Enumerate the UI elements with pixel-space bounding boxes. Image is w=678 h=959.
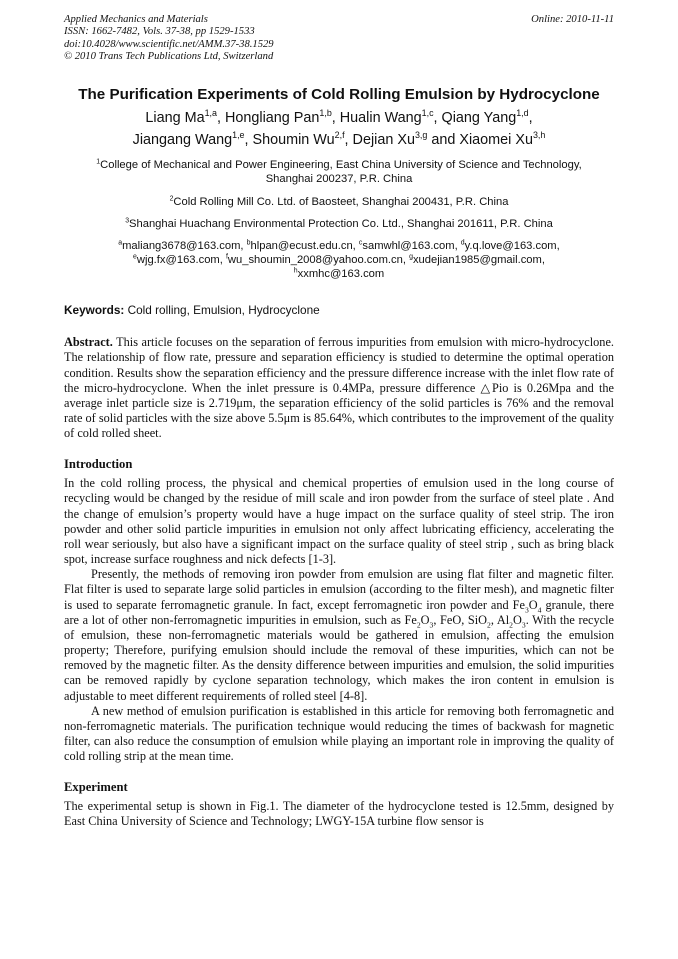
affiliation-3 (64, 217, 614, 231)
email-address: wjg.fx@163.com, (136, 254, 226, 267)
author-sup: 3,g (414, 129, 428, 140)
text-run: granule, there are a lot of other non-ferromagnetic impurities in emulsion, such as Fe (64, 597, 614, 627)
author-sep: , (433, 109, 442, 126)
text-run: . With the recycle of emulsion, these non-ferromagnetic materials would be gathered in emulsion, affecting the emulsion property; Therefore, purifying emulsion should include the removal of these impurities, which can not be removed by the magnetic filter. As the density difference between impurities and emulsion, the solid impurities can be removed rapidly by cyclone separation technology, which makes the iron content in emulsion is adjustable to meet different requirements of rolled steel [4-8]. (64, 612, 614, 703)
email-sup: f (225, 253, 228, 261)
email-sup: c (358, 239, 363, 247)
copyright-line: © 2010 Trans Tech Publications Ltd, Switzerland (64, 51, 274, 63)
author-name: Qiang Yang (441, 109, 517, 126)
email-line-1 (64, 240, 614, 254)
author-sup: 3,h (532, 129, 546, 140)
paper-title: The Purification Experiments of Cold Rolling Emulsion by Hydrocyclone (78, 85, 600, 103)
paper-page (64, 14, 614, 830)
author-name: Hongliang Pan (224, 109, 320, 126)
text-run: O (512, 612, 522, 627)
text-run: Presently, the methods of removing iron powder from emulsion are using flat filter and magnetic filter. Flat filter is used to separate large solid particles in emulsion (according to the filter mesh), and magnetic filter is used to separate ferromagnetic granule. In fact, except ferromagnetic iron powder and Fe (64, 567, 614, 612)
email-address: wu_shoumin_2008@yahoo.com.cn, (227, 254, 410, 267)
author-list (64, 107, 614, 151)
email-address: xudejian1985@gmail.com, (412, 254, 545, 267)
keywords-label: Keywords: (64, 303, 125, 318)
affiliation-1 (64, 158, 614, 186)
author-name: Jiangang Wang (132, 131, 233, 148)
author-sup: 1,c (421, 107, 434, 118)
subscript: 2 (509, 620, 513, 630)
affiliation-2 (64, 195, 614, 209)
subscript: 3 (429, 620, 434, 630)
text-run: , Al (490, 612, 510, 627)
paragraph: A new method of emulsion purification is established in this article for removing both ferromagnetic and non-ferromagnetic materials. The purification technique would reducing the times of backwash for magnetic filter, can also reduce the consumption of emulsion while playing an important role in improving the quality of cold rolling strip at the mean time. (64, 703, 614, 764)
subscript: 3 (521, 620, 526, 630)
email-address: hlpan@ecust.edu.cn, (250, 240, 359, 253)
keywords-text: Cold rolling, Emulsion, Hydrocyclone (124, 303, 320, 318)
author-name: Xiaomei Xu (459, 131, 533, 148)
email-line-3 (64, 268, 614, 282)
email-address: samwhl@163.com, (362, 240, 461, 253)
author-sep: , (331, 109, 340, 126)
author-name: Shoumin Wu (252, 131, 335, 148)
author-sup: 2,f (334, 129, 345, 140)
introduction-body (64, 476, 614, 764)
author-line-2 (64, 129, 614, 151)
email-address: y.q.love@163.com, (464, 240, 560, 253)
online-date: Online: 2010-11-11 (531, 14, 614, 25)
abstract (64, 335, 614, 441)
experiment-body (64, 799, 614, 829)
author-sep: and (427, 131, 460, 148)
doi-line: doi:10.4028/www.scientific.net/AMM.37-38.1529 (64, 38, 274, 50)
author-name: Dejian Xu (352, 131, 415, 148)
keywords (64, 303, 614, 317)
affiliation-text-line2: Shanghai 200237, P.R. China (265, 172, 413, 185)
email-sup: g (409, 253, 413, 261)
paragraph: In the cold rolling process, the physical and chemical properties of emulsion used in the long course of recycling would be changed by the residue of mill scale and iron powder from the surface of steel plate . And the change of emulsion’s property would have a huge impact on the surface quality of steel strip. The iron powder and other solid particle impurities in emulsion not only affect lubricating efficiency, accelerating the roll wear seriously, but also have a significant impact on the surface quality of steel strip , such as bring black spot, increase surface roughness and nick defects [1-3]. (64, 476, 614, 567)
affiliation-text: College of Mechanical and Power Engineering, East China University of Science and Technology, (100, 158, 582, 171)
text-run: , FeO, SiO (433, 612, 488, 627)
abstract-text: This article focuses on the separation of ferrous impurities from emulsion with micro-hydrocyclone. The relationship of flow rate, pressure and separation efficiency is studied to determine the optimal operation condition. Results show the separation efficiency and the pressure difference increase with the inlet flow rate of the micro-hydrocyclone. When the inlet pressure is 0.4MPa, pressure difference (64, 335, 614, 395)
affiliation-text: Shanghai Huachang Environmental Protection Co. Ltd., Shanghai 201611, P.R. China (129, 218, 553, 231)
section-heading-introduction: Introduction (64, 457, 133, 472)
email-line-2 (64, 254, 614, 268)
email-sup: e (133, 253, 137, 261)
author-sup: 1,b (319, 107, 332, 118)
paragraph: The experimental setup is shown in Fig.1. The diameter of the hydrocyclone tested is 12.5mm, designed by East China University of Science and Technology; LWGY-15A turbine flow sensor is (64, 799, 614, 829)
affiliation-sup: 1 (96, 157, 101, 165)
subscript: 3 (524, 605, 529, 615)
journal-header (64, 14, 614, 64)
author-line-1 (64, 107, 614, 129)
section-heading-experiment: Experiment (64, 780, 128, 795)
author-name: Liang Ma (145, 109, 205, 126)
author-sep: , (344, 131, 353, 148)
affiliation-sup: 3 (125, 217, 130, 225)
author-sup: 1,a (204, 107, 217, 118)
author-sep: , (528, 109, 533, 126)
paragraph (64, 567, 614, 703)
journal-name: Applied Mechanics and Materials (64, 14, 208, 25)
author-sup: 1,e (232, 129, 245, 140)
email-list (64, 240, 614, 281)
abstract-label: Abstract. (64, 335, 113, 350)
affiliation-text: Cold Rolling Mill Co. Ltd. of Baosteet, Shanghai 200431, P.R. China (173, 196, 509, 209)
subscript: 4 (537, 605, 542, 615)
issn-line: ISSN: 1662-7482, Vols. 37-38, pp 1529-1533 (64, 26, 255, 38)
email-address: maliang3678@163.com, (122, 240, 247, 253)
author-sep: , (216, 109, 225, 126)
text-run: O (420, 612, 430, 627)
subscript: 2 (416, 620, 421, 630)
author-name: Hualin Wang (339, 109, 422, 126)
email-sup: a (118, 239, 123, 247)
author-sup: 1,d (516, 107, 529, 118)
affiliation-sup: 2 (169, 195, 174, 203)
email-address: xxmhc@163.com (297, 267, 385, 280)
email-sup: h (293, 266, 298, 274)
text-run: O (528, 597, 538, 612)
abstract-text: Pio is 0.26Mpa and the average inlet particle size is 2.719μm, the separation efficiency of the solid particles is 76% and the removal rate of solid particles with the size above 5.5μm is 85.64%, which contributes to the improvement of the quality of cold rolled sheet. (64, 380, 614, 441)
author-sep: , (244, 131, 253, 148)
email-sup: d (460, 239, 465, 247)
delta-symbol: △ (480, 380, 493, 395)
subscript: 2 (487, 620, 491, 630)
email-sup: b (246, 239, 251, 247)
